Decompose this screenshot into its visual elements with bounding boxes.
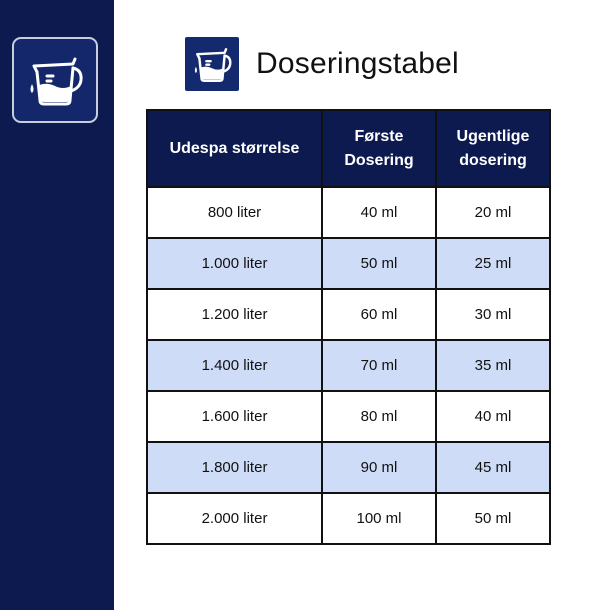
table-row [147, 289, 550, 340]
cell-first-dose: 100 ml [322, 493, 436, 544]
cell-size: 1.600 liter [147, 391, 322, 442]
measuring-jug-icon [12, 37, 98, 123]
header-first-dose: Første Dosering [322, 110, 436, 187]
cell-size: 1.000 liter [147, 238, 322, 289]
table-header-row [147, 110, 550, 187]
table-row [147, 187, 550, 238]
cell-weekly-dose: 40 ml [436, 391, 550, 442]
header-weekly-dose: Ugentlige dosering [436, 110, 550, 187]
cell-weekly-dose: 35 ml [436, 340, 550, 391]
cell-first-dose: 90 ml [322, 442, 436, 493]
measuring-jug-icon [185, 37, 239, 91]
cell-size: 1.800 liter [147, 442, 322, 493]
table-row [147, 493, 550, 544]
table-row [147, 340, 550, 391]
header-tub-size: Udespa størrelse [147, 110, 322, 187]
cell-size: 2.000 liter [147, 493, 322, 544]
page-title: Doseringstabel [256, 47, 459, 80]
cell-first-dose: 60 ml [322, 289, 436, 340]
cell-size: 1.400 liter [147, 340, 322, 391]
cell-first-dose: 70 ml [322, 340, 436, 391]
cell-weekly-dose: 45 ml [436, 442, 550, 493]
cell-weekly-dose: 20 ml [436, 187, 550, 238]
cell-first-dose: 80 ml [322, 391, 436, 442]
cell-size: 800 liter [147, 187, 322, 238]
cell-first-dose: 50 ml [322, 238, 436, 289]
cell-size: 1.200 liter [147, 289, 322, 340]
cell-weekly-dose: 30 ml [436, 289, 550, 340]
cell-weekly-dose: 50 ml [436, 493, 550, 544]
cell-first-dose: 40 ml [322, 187, 436, 238]
dosing-table [146, 109, 551, 545]
table-row [147, 442, 550, 493]
sidebar [0, 0, 114, 610]
cell-weekly-dose: 25 ml [436, 238, 550, 289]
table-row [147, 391, 550, 442]
table-row [147, 238, 550, 289]
